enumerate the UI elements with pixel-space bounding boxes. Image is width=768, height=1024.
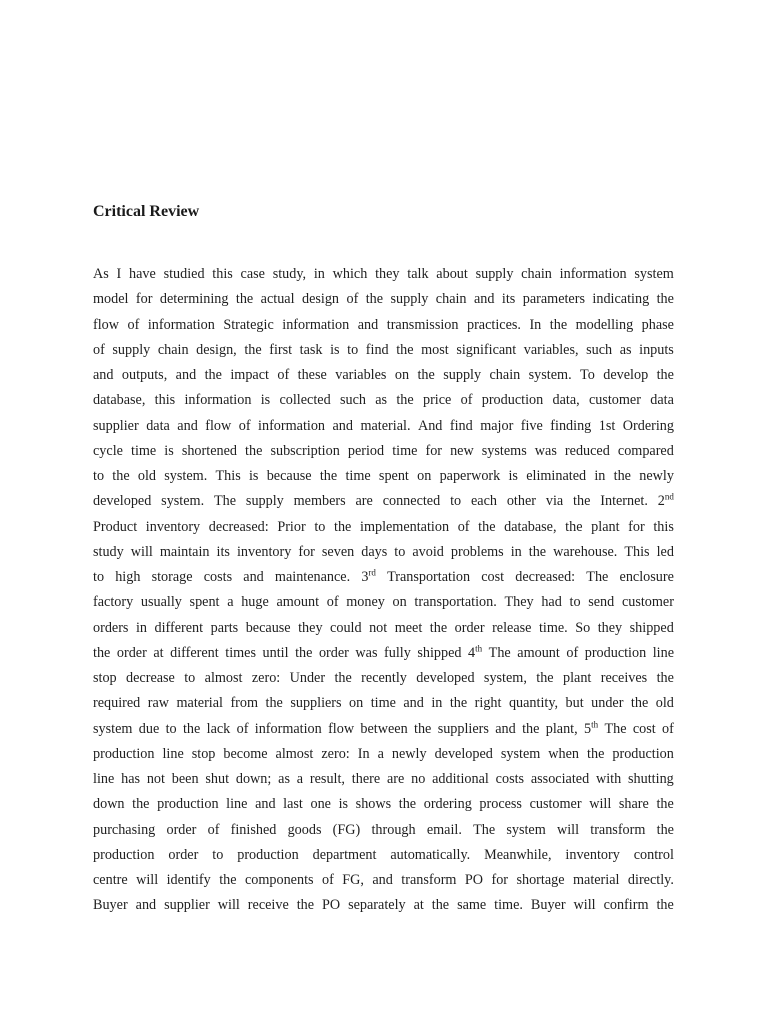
text-line: of supply chain design, the first task is to find the most significant variables, such as inputs	[93, 341, 674, 358]
text-line: developed system. The supply members are connected to each other via the Internet. 2nd	[93, 491, 674, 510]
text-line: purchasing order of finished goods (FG) through email. The system will transform the	[93, 821, 674, 838]
text-line: production order to production department automatically. Meanwhile, inventory control	[93, 846, 674, 863]
text-line: supplier data and flow of information and material. And find major five finding 1st Ordering	[93, 417, 674, 434]
text-line: flow of information Strategic information and transmission practices. In the modelling phase	[93, 316, 674, 333]
text-line: the order at different times until the order was fully shipped 4th The amount of production line	[93, 643, 674, 661]
section-heading: Critical Review	[93, 203, 200, 220]
text-line: cycle time is shortened the subscription period time for new systems was reduced compared	[93, 442, 674, 459]
text-line: Product inventory decreased: Prior to the implementation of the database, the plant for this	[93, 518, 674, 535]
text-line: stop decrease to almost zero: Under the recently developed system, the plant receives the	[93, 670, 674, 686]
text-line: system due to the lack of information flow between the suppliers and the plant, 5th The cost of	[93, 718, 674, 737]
text-line: model for determining the actual design of the supply chain and its parameters indicating the	[93, 291, 674, 308]
text-line: database, this information is collected such as the price of production data, customer data	[93, 392, 674, 409]
text-line: down the production line and last one is shows the ordering process customer will share the	[93, 796, 674, 813]
text-line: Buyer and supplier will receive the PO separately at the same time. Buyer will confirm the	[93, 897, 674, 914]
text-line: production line stop become almost zero: In a newly developed system when the production	[93, 745, 674, 762]
text-line: line has not been shut down; as a result, there are no additional costs associated with shutting	[93, 771, 674, 787]
text-line: study will maintain its inventory for seven days to avoid problems in the warehouse. This led	[93, 543, 674, 560]
text-line: As I have studied this case study, in which they talk about supply chain information system	[93, 266, 674, 282]
text-line: and outputs, and the impact of these variables on the supply chain system. To develop the	[93, 367, 674, 383]
text-line: centre will identify the components of FG, and transform PO for shortage material directly.	[93, 872, 674, 888]
text-line: factory usually spent a huge amount of money on transportation. They had to send customer	[93, 594, 674, 611]
text-line: orders in different parts because they could not meet the order release time. So they shipped	[93, 619, 674, 636]
text-line: to high storage costs and maintenance. 3rd Transportation cost decreased: The enclosure	[93, 567, 674, 585]
body-paragraph	[93, 262, 674, 919]
text-line: to the old system. This is because the time spent on paperwork is eliminated in the newly	[93, 468, 674, 484]
text-line: required raw material from the suppliers on time and in the right quantity, but under the old	[93, 695, 674, 712]
